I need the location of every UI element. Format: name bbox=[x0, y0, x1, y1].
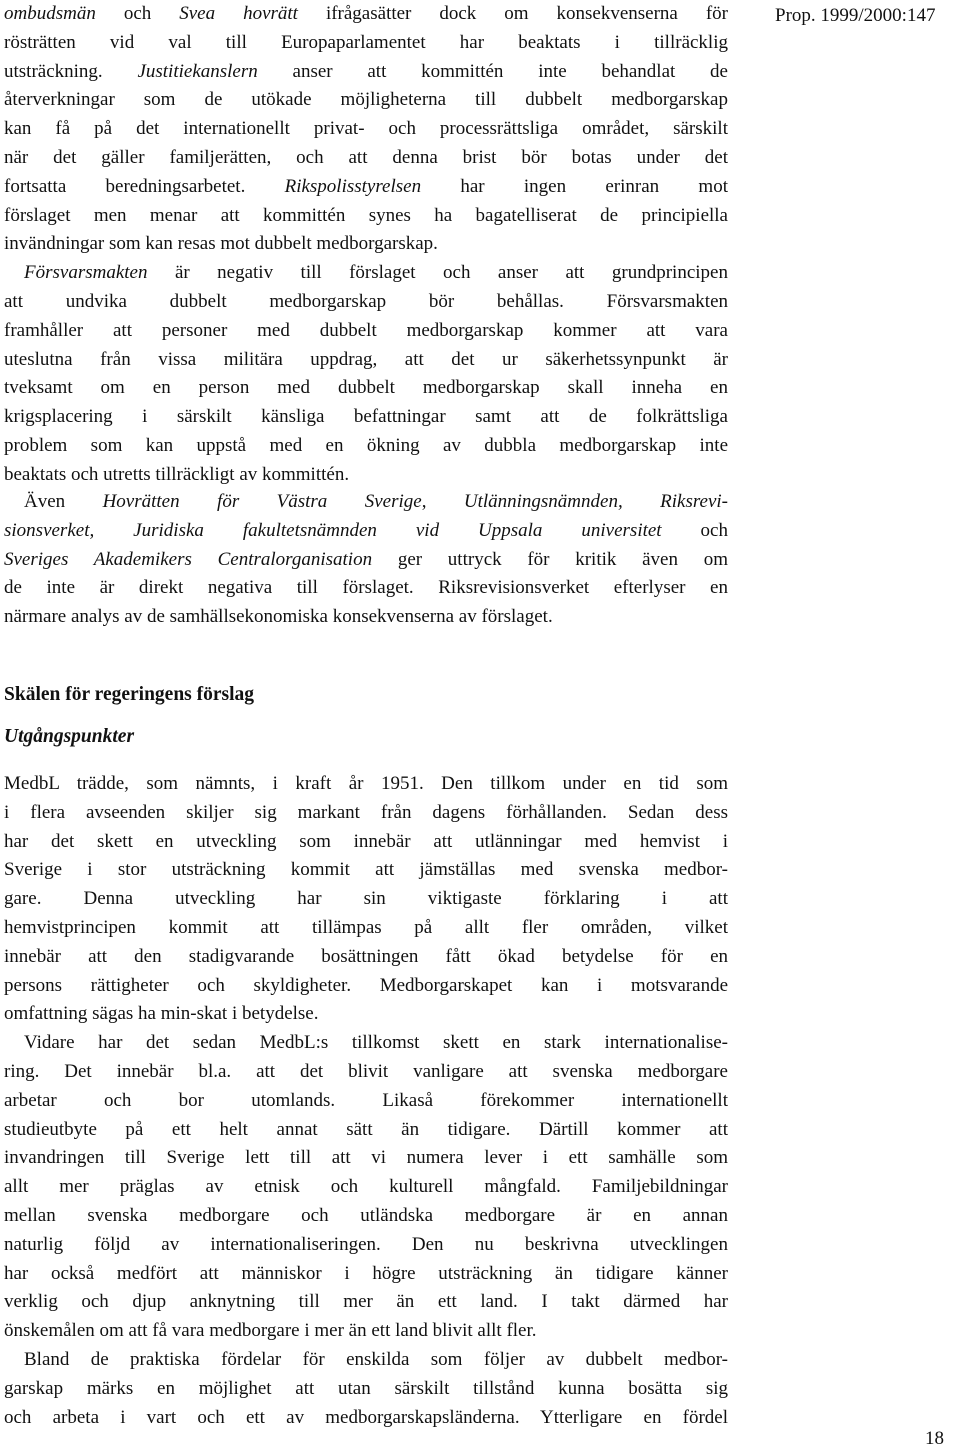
page-number: 18 bbox=[925, 1428, 944, 1449]
text-line bbox=[4, 517, 728, 546]
text-run: Sverige i stor utsträckning kommit att jämställas med svenska medbor- bbox=[4, 859, 728, 881]
text-line bbox=[4, 1087, 728, 1116]
text-line bbox=[4, 432, 728, 461]
text-line bbox=[4, 202, 728, 231]
text-run: är negativ till förslaget och anser att grundprincipen bbox=[147, 262, 728, 284]
text-run: arbetar och bor utomlands. Likaså förekommer internationellt bbox=[4, 1089, 728, 1111]
text-line bbox=[4, 144, 728, 173]
text-run: , bbox=[421, 491, 464, 512]
text-line bbox=[4, 374, 728, 403]
text-run: har det skett en utveckling som innebär att utlänningar med hemvist i bbox=[4, 830, 728, 852]
italic-text: Svea hovrätt bbox=[179, 3, 298, 24]
text-run: har också medfört att människor i högre utsträckning än tidigare känner bbox=[4, 1262, 728, 1284]
text-line bbox=[4, 403, 728, 432]
text-line bbox=[4, 1000, 728, 1029]
text-line bbox=[4, 574, 728, 603]
text-run: mellan svenska medborgare och utländska medborgare är en annan bbox=[4, 1204, 728, 1226]
text-line bbox=[4, 317, 728, 346]
text-line bbox=[4, 1231, 728, 1260]
paragraph-further-criticism bbox=[4, 488, 728, 632]
text-run: förslaget men menar att kommittén synes ha bagatelliserat de principiella bbox=[4, 204, 728, 226]
text-line bbox=[4, 885, 728, 914]
section-heading: Skälen för regeringens förslag bbox=[4, 684, 255, 705]
text-line bbox=[4, 346, 728, 375]
text-line bbox=[4, 1202, 728, 1231]
text-run: persons rättigheter och skyldigheter. Medborgarskapet kan i motsvarande bbox=[4, 974, 728, 996]
text-line bbox=[4, 1288, 728, 1317]
text-run: och arbeta i vart och ett av medborgarskapsländerna. Ytterligare en fördel bbox=[4, 1406, 728, 1428]
text-line bbox=[4, 1404, 728, 1433]
text-run: tveksamt om en person med dubbelt medborgarskap skall inneha en bbox=[4, 377, 728, 399]
text-run: närmare analys av de samhällsekonomiska konsekvenserna av förslaget. bbox=[4, 606, 553, 628]
text-run: omfattning sägas ha min-skat i betydelse. bbox=[4, 1003, 319, 1025]
text-line bbox=[4, 770, 728, 799]
italic-text: Sveriges Akademikers Centralorganisation bbox=[4, 548, 373, 570]
text-run: krigsplacering i särskilt känsliga befattningar samt att de folkrättsliga bbox=[4, 406, 728, 428]
text-line bbox=[4, 1317, 728, 1346]
text-line bbox=[4, 546, 728, 575]
text-line bbox=[4, 603, 728, 632]
text-run: allt mer präglas av etnisk och kulturell mångfald. Familjebildningar bbox=[4, 1176, 728, 1198]
text-run: de inte är direkt negativa till förslaget. Riksrevisionsverket efterlyser en bbox=[4, 577, 728, 599]
text-run: har ingen erinran mot bbox=[421, 175, 728, 197]
text-run: MedbL trädde, som nämnts, i kraft år 1951. Den tillkom under en tid som bbox=[4, 773, 728, 794]
text-run: invändningar som kan resas mot dubbelt medborgarskap. bbox=[4, 233, 438, 255]
text-run: och bbox=[661, 519, 728, 541]
text-line bbox=[4, 972, 728, 1001]
page-reference: Prop. 1999/2000:147 bbox=[775, 5, 936, 26]
text-run: utsträckning. bbox=[4, 60, 138, 82]
paragraph-practical-benefits bbox=[4, 1346, 728, 1432]
text-run: studieutbyte på ett helt annat sätt än tidigare. Därtill kommer att bbox=[4, 1118, 728, 1140]
text-line bbox=[4, 943, 728, 972]
paragraph-referral-comments bbox=[4, 0, 728, 490]
text-line bbox=[4, 288, 728, 317]
text-line bbox=[4, 799, 728, 828]
text-line bbox=[4, 1173, 728, 1202]
text-line bbox=[4, 173, 728, 202]
text-line bbox=[4, 86, 728, 115]
text-run: uteslutna från vissa militära uppdrag, att det ur säkerhetssynpunkt är bbox=[4, 348, 728, 370]
text-run: gare. Denna utveckling har sin viktigaste förklaring i att bbox=[4, 888, 728, 910]
text-run: i flera avseenden skiljer sig markant från dagens förhållanden. Sedan dess bbox=[4, 801, 728, 823]
text-line bbox=[4, 1058, 728, 1087]
text-line bbox=[4, 115, 728, 144]
italic-text: Hovrätten för Västra Sverige bbox=[102, 491, 422, 512]
text-line bbox=[4, 0, 728, 29]
text-run: hemvistprincipen kommit att tillämpas på allt fler områden, vilket bbox=[4, 916, 728, 938]
paragraph-internationalisation bbox=[4, 1029, 728, 1346]
text-run: att undvika dubbelt medborgarskap bör behållas. Försvarsmakten bbox=[4, 290, 728, 312]
text-run: kan få på det internationellt privat- och processrättsliga området, särskilt bbox=[4, 118, 728, 140]
text-run: framhåller att personer med dubbelt medborgarskap kommer att vara bbox=[4, 319, 728, 341]
sub-heading: Utgångspunkter bbox=[4, 726, 135, 747]
text-run: naturlig följd av internationaliseringen. Den nu beskrivna utvecklingen bbox=[4, 1233, 728, 1255]
text-line bbox=[4, 1144, 728, 1173]
text-run: återverkningar som de utökade möjligheterna till dubbelt medborgarskap bbox=[4, 89, 728, 111]
text-line bbox=[4, 856, 728, 885]
text-line bbox=[4, 461, 728, 490]
text-run: Även bbox=[24, 491, 103, 512]
italic-text: ombudsmän bbox=[4, 3, 96, 24]
text-line bbox=[4, 488, 728, 517]
text-run: önskemålen om att få vara medborgare i mer än ett land blivit allt fler. bbox=[4, 1320, 537, 1342]
text-run: ifrågasätter dock om konsekvenserna för bbox=[297, 3, 728, 24]
italic-text: Försvarsmakten bbox=[24, 262, 148, 284]
text-line bbox=[4, 259, 728, 288]
text-line bbox=[4, 1375, 728, 1404]
text-run: garskap märks en möjlighet att utan särskilt tillstånd kunna bosätta sig bbox=[4, 1377, 728, 1399]
text-line bbox=[4, 1029, 728, 1058]
text-line bbox=[4, 1346, 728, 1375]
text-line bbox=[4, 828, 728, 857]
text-line bbox=[4, 1116, 728, 1145]
text-line bbox=[4, 58, 728, 87]
text-run: rösträtten vid val till Europaparlamentet har beaktats i tillräcklig bbox=[4, 31, 728, 53]
text-run: innebär att den stadigvarande bosättningen fått ökad betydelse för en bbox=[4, 945, 728, 967]
text-run: Vidare har det sedan MedbL:s tillkomst skett en stark internationalise- bbox=[24, 1032, 728, 1054]
text-line bbox=[4, 29, 728, 58]
body-paragraphs bbox=[4, 770, 728, 1432]
paragraph-medbl-history bbox=[4, 770, 728, 1029]
italic-text: sionsverket, Juridiska fakultetsnämnden vid Uppsala universitet bbox=[4, 519, 662, 541]
text-run: fortsatta beredningsarbetet. bbox=[4, 175, 285, 197]
text-run: ger uttryck för kritik även om bbox=[372, 548, 728, 570]
text-run: verklig och djup anknytning till mer än ett land. I takt därmed har bbox=[4, 1291, 728, 1313]
text-run: Bland de praktiska fördelar för enskilda som följer av dubbelt medbor- bbox=[24, 1348, 728, 1370]
text-run: och bbox=[95, 3, 180, 24]
text-line bbox=[4, 914, 728, 943]
text-run: invandringen till Sverige lett till att vi numera lever i ett samhälle som bbox=[4, 1147, 728, 1169]
text-line bbox=[4, 1260, 728, 1289]
text-run: problem som kan uppstå med en ökning av dubbla medborgarskap inte bbox=[4, 434, 728, 456]
text-run: anser att kommittén inte behandlat de bbox=[257, 60, 728, 82]
italic-text: Justitiekanslern bbox=[137, 60, 258, 82]
text-run: när det gäller familjerätten, och att denna brist bör botas under det bbox=[4, 146, 728, 168]
text-run: beaktats och utretts tillräckligt av kommittén. bbox=[4, 463, 350, 485]
text-run: ring. Det innebär bl.a. att det blivit vanligare att svenska medborgare bbox=[4, 1060, 728, 1082]
italic-text: Rikspolisstyrelsen bbox=[284, 175, 422, 197]
italic-text: Utlänningsnämnden, Riksrevi- bbox=[463, 491, 729, 512]
text-line bbox=[4, 230, 728, 259]
